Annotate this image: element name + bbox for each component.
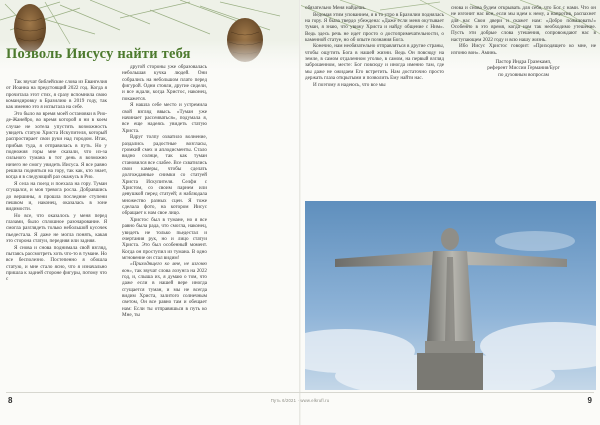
paragraph: Я села на поезд и поехала на гору. Туман сгущался, и моя тревога росла. Добравшись до вершины, я прошла последние ступени пешком и, наконец, оказалась в зоне видимости. bbox=[6, 180, 107, 213]
article-title: Позволь Иисусу найти тебя bbox=[6, 46, 191, 62]
author-role: референт Миссии Германия/Бург bbox=[487, 65, 560, 72]
page-gutter bbox=[299, 0, 301, 425]
right-page-column-2 bbox=[451, 5, 596, 79]
paragraph: снова и снова будем открывать для себя, что Бог с нами. Что он не изгонит нас вон, если мы идем к нему, а напротив, распахнет для нас Свои двери и скажет нам: «Добро пожаловать!» Особенно в это время, когда нам так необходимо утешение. Пусть эти добрые слова утешения, сопровождают нас в наступающем 2022 году и всю нашу жизнь. bbox=[451, 5, 596, 43]
paragraph: Ведомая этим упованием, я в то утро в Бразилии поднялась на гору. Я была твердо убеждена: «Даже если меня окутывает туман, я знаю, что увижу Христа и найду общение с Ним». Ведь здесь речь не идет просто о достопримечательности, о каменной статуе, но об опыте познания Бога. bbox=[305, 11, 444, 43]
author-signature: Пастор Индра Гразекамп, bbox=[495, 58, 552, 65]
author-role-2: по духовным вопросам bbox=[498, 72, 549, 78]
left-page-column-2 bbox=[122, 64, 207, 319]
paragraph: Я снова и снова поднимала свой взгляд, пытаясь рассмотреть хоть что-то в тумане. Но все бесполезно. Постепенно я обошла статую, и мне стало ясно, что я изначально пришла к задней стороне фигуры, потому что с bbox=[6, 244, 107, 283]
paragraph: «Приходящего ко мне, не изгоню вон», так звучат слова лозунга на 2022 год, и, слыша их, я думаю о том, что даже если в нашей вере иногда сгущается туман, и мы не всегда видим Христа, залитого солнечным светом, Он все равно там и обещает нам: Если ты отправишься в путь ко Мне, ты bbox=[122, 261, 207, 319]
paragraph: другой стороны уже образовалась небольшая кучка людей. Они собрались на небольшом плато перед фигурой. Одни стояли, другие сидели, и все ждали, когда Христос, наконец, покажется. bbox=[122, 64, 207, 102]
footer-divider bbox=[6, 392, 594, 393]
paragraph: Это было во время моей остановки в Рио-де-Жанейро, во время которой я ни в коем случае не хотела упустить возможность увидеть статую Христа Искупителя, который распростирает свои руки над городом. Итак, прибыв туда, я отправилась в путь. Но у подножия горы мне сказали, что из-за сильного тумана в тот день я возможно ничего не смогу увидеть Иисуса. Я все равно решила подняться на гору, так как, кто знает, когда я в следующий раз окажусь в Рио. bbox=[6, 110, 107, 181]
scripture-quote: «Приходящего ко мне, не изгоню вон», bbox=[122, 261, 207, 274]
footer-publication-info: Путь 6/2021 · www.elkrufl.ru bbox=[270, 398, 330, 403]
paragraph: И поэтому я надеюсь, что все мы bbox=[313, 81, 386, 88]
page-number-right: 9 bbox=[587, 396, 592, 405]
left-page-column-1 bbox=[6, 79, 107, 283]
paragraph: Так звучат библейские слова из Евангелия от Иоанна на предстоящий 2022 год. Когда я прочитала этот стих, я сразу вспомнила свою командировку в Бразилию в 2019 году, так как именно это я испытала на себе. bbox=[6, 79, 107, 111]
paragraph: обязательно Меня найдешь. bbox=[305, 5, 367, 11]
paragraph: Я нашла себе место и устремила свой взгляд ввысь. «Туман уже начинает рассеиваться», подумала я, все еще надеясь увидеть статую Христа. bbox=[122, 102, 207, 134]
paragraph: Конечно, нам необязательно отправляться в другие страны, чтобы ощутить Бога в нашей жизни. Ведь Он повсюду на земле, в самом отдаленном уголке, в самом, на первый взгляд заброшенном, месте: Бог повсюду и иногда именно там, где мы даже не ожидаем Его встретить. Нам достаточно просто держать глаза открытыми и позволить Ему найти нас. bbox=[305, 43, 444, 82]
page-number-left: 8 bbox=[8, 396, 13, 405]
paragraph: Ибо Иисус Христос говорит: «Приходящего ко мне, не изгоню вон». Аминь. bbox=[451, 43, 596, 56]
right-page-column-1 bbox=[305, 5, 444, 88]
christ-redeemer-photo bbox=[305, 201, 596, 390]
paragraph: Но все, что оказалось у меня перед глазами, было сплошное разочарование. Я смогла разглядеть только небольшой кусочек пьедестала. Я даже не могла понять, какая это сторона статуи, передняя или задняя. bbox=[6, 212, 107, 245]
paragraph: Христос был в тумане, но я все равно была рада, что смогла, наконец, увидеть не только пьедестал и очертания рук, но и лицо статуи Христа. Это был особенный момент. Когда он проступил из тумана. В одно мгновение он стал видим! bbox=[122, 216, 207, 261]
paragraph: Вдруг толпу охватило волнение, раздались радостные возгласы, громкий смех и аплодисменты. Стало видно солнце, так как туман становился все слабее. Все схватились свои камеры, чтобы сделать долгожданные снимки со статуей Христа Искупителя. Селфи с Христом, со своим парнем или девушкой перед статуей; я наблюдала множество разных сцен. Я тоже сделала фото, на котором Иисус обращает к нам свое лицо. bbox=[122, 134, 207, 217]
